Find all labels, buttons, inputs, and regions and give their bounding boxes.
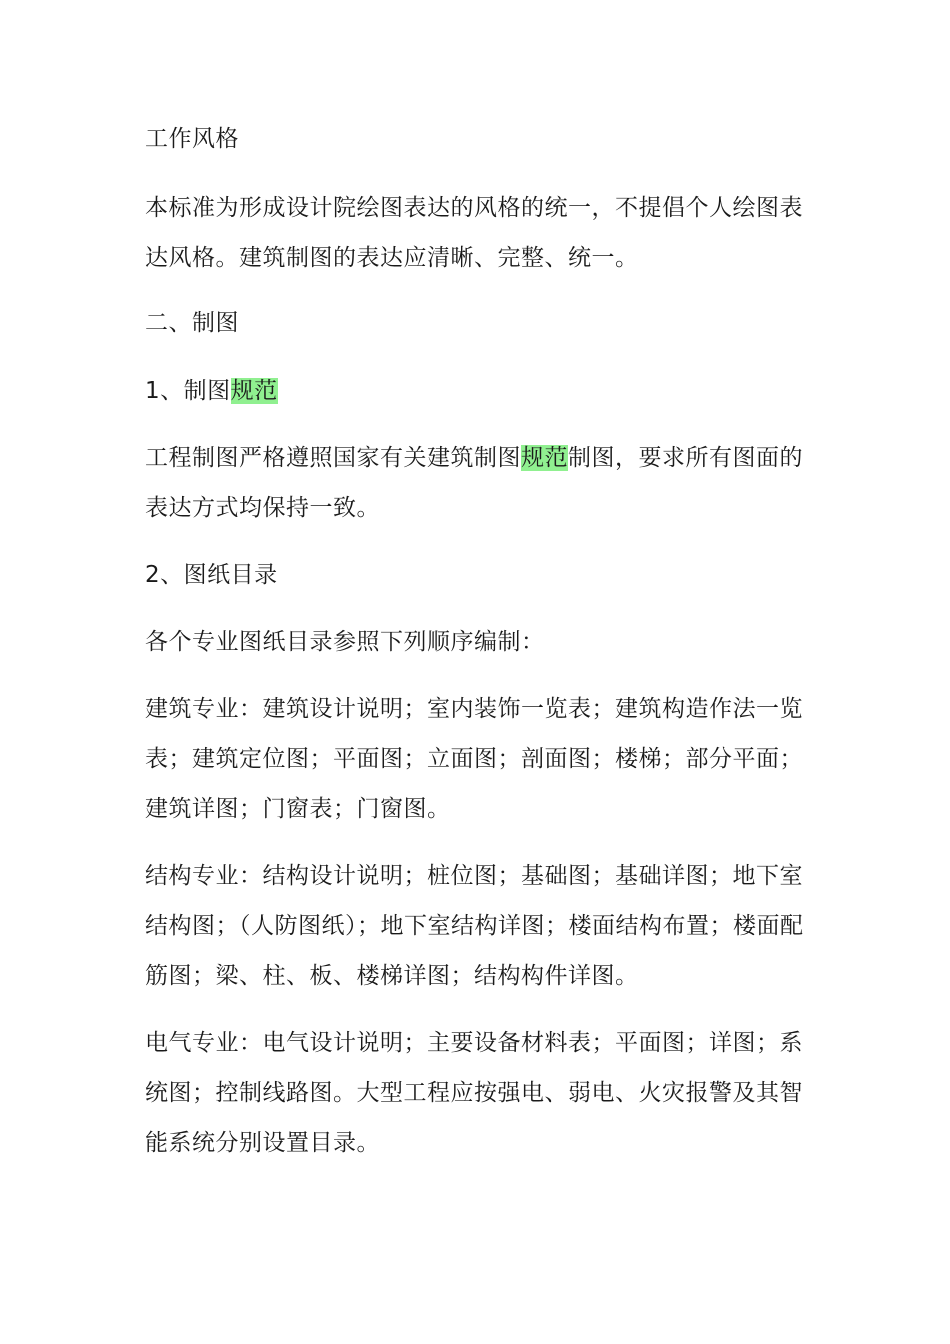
- subheading-drawing-standard: [145, 366, 810, 416]
- highlighted-term: 规范: [521, 445, 568, 471]
- paragraph-style-standard: 本标准为形成设计院绘图表达的风格的统一，不提倡个人绘图表达风格。建筑制图的表达应清晰、完整、统一。: [145, 195, 803, 271]
- section-heading-work-style: 工作风格: [145, 126, 239, 152]
- paragraph-structure: 结构专业：结构设计说明；桩位图；基础图；基础详图；地下室结构图；（人防图纸）；地下室结构详图；楼面结构布置；楼面配筋图；梁、柱、板、楼梯详图；结构构件详图。: [145, 863, 804, 989]
- highlighted-term: 规范: [230, 378, 278, 404]
- paragraph-drawing-standard: [145, 433, 810, 533]
- paragraph-architecture: 建筑专业：建筑设计说明；室内装饰一览表；建筑构造作法一览表；建筑定位图；平面图；立面图；剖面图；楼梯；部分平面；建筑详图；门窗表；门窗图。: [145, 696, 803, 822]
- paragraph-text: 工程制图严格遵照国家有关建筑制图: [145, 445, 521, 471]
- paragraph-index-order: 各个专业图纸目录参照下列顺序编制：: [145, 629, 545, 655]
- subheading-text: 1、制图: [145, 378, 231, 404]
- paragraph-electrical: 电气专业：电气设计说明；主要设备材料表；平面图；详图；系统图；控制线路图。大型工程应按强电、弱电、火灾报警及其智能系统分别设置目录。: [145, 1030, 803, 1156]
- section-heading-drawing: 二、制图: [145, 310, 239, 336]
- subheading-drawing-index: 2、图纸目录: [145, 562, 278, 588]
- paragraph-text: 制图，要求所有图面的表达方式均保持一致。: [145, 445, 803, 521]
